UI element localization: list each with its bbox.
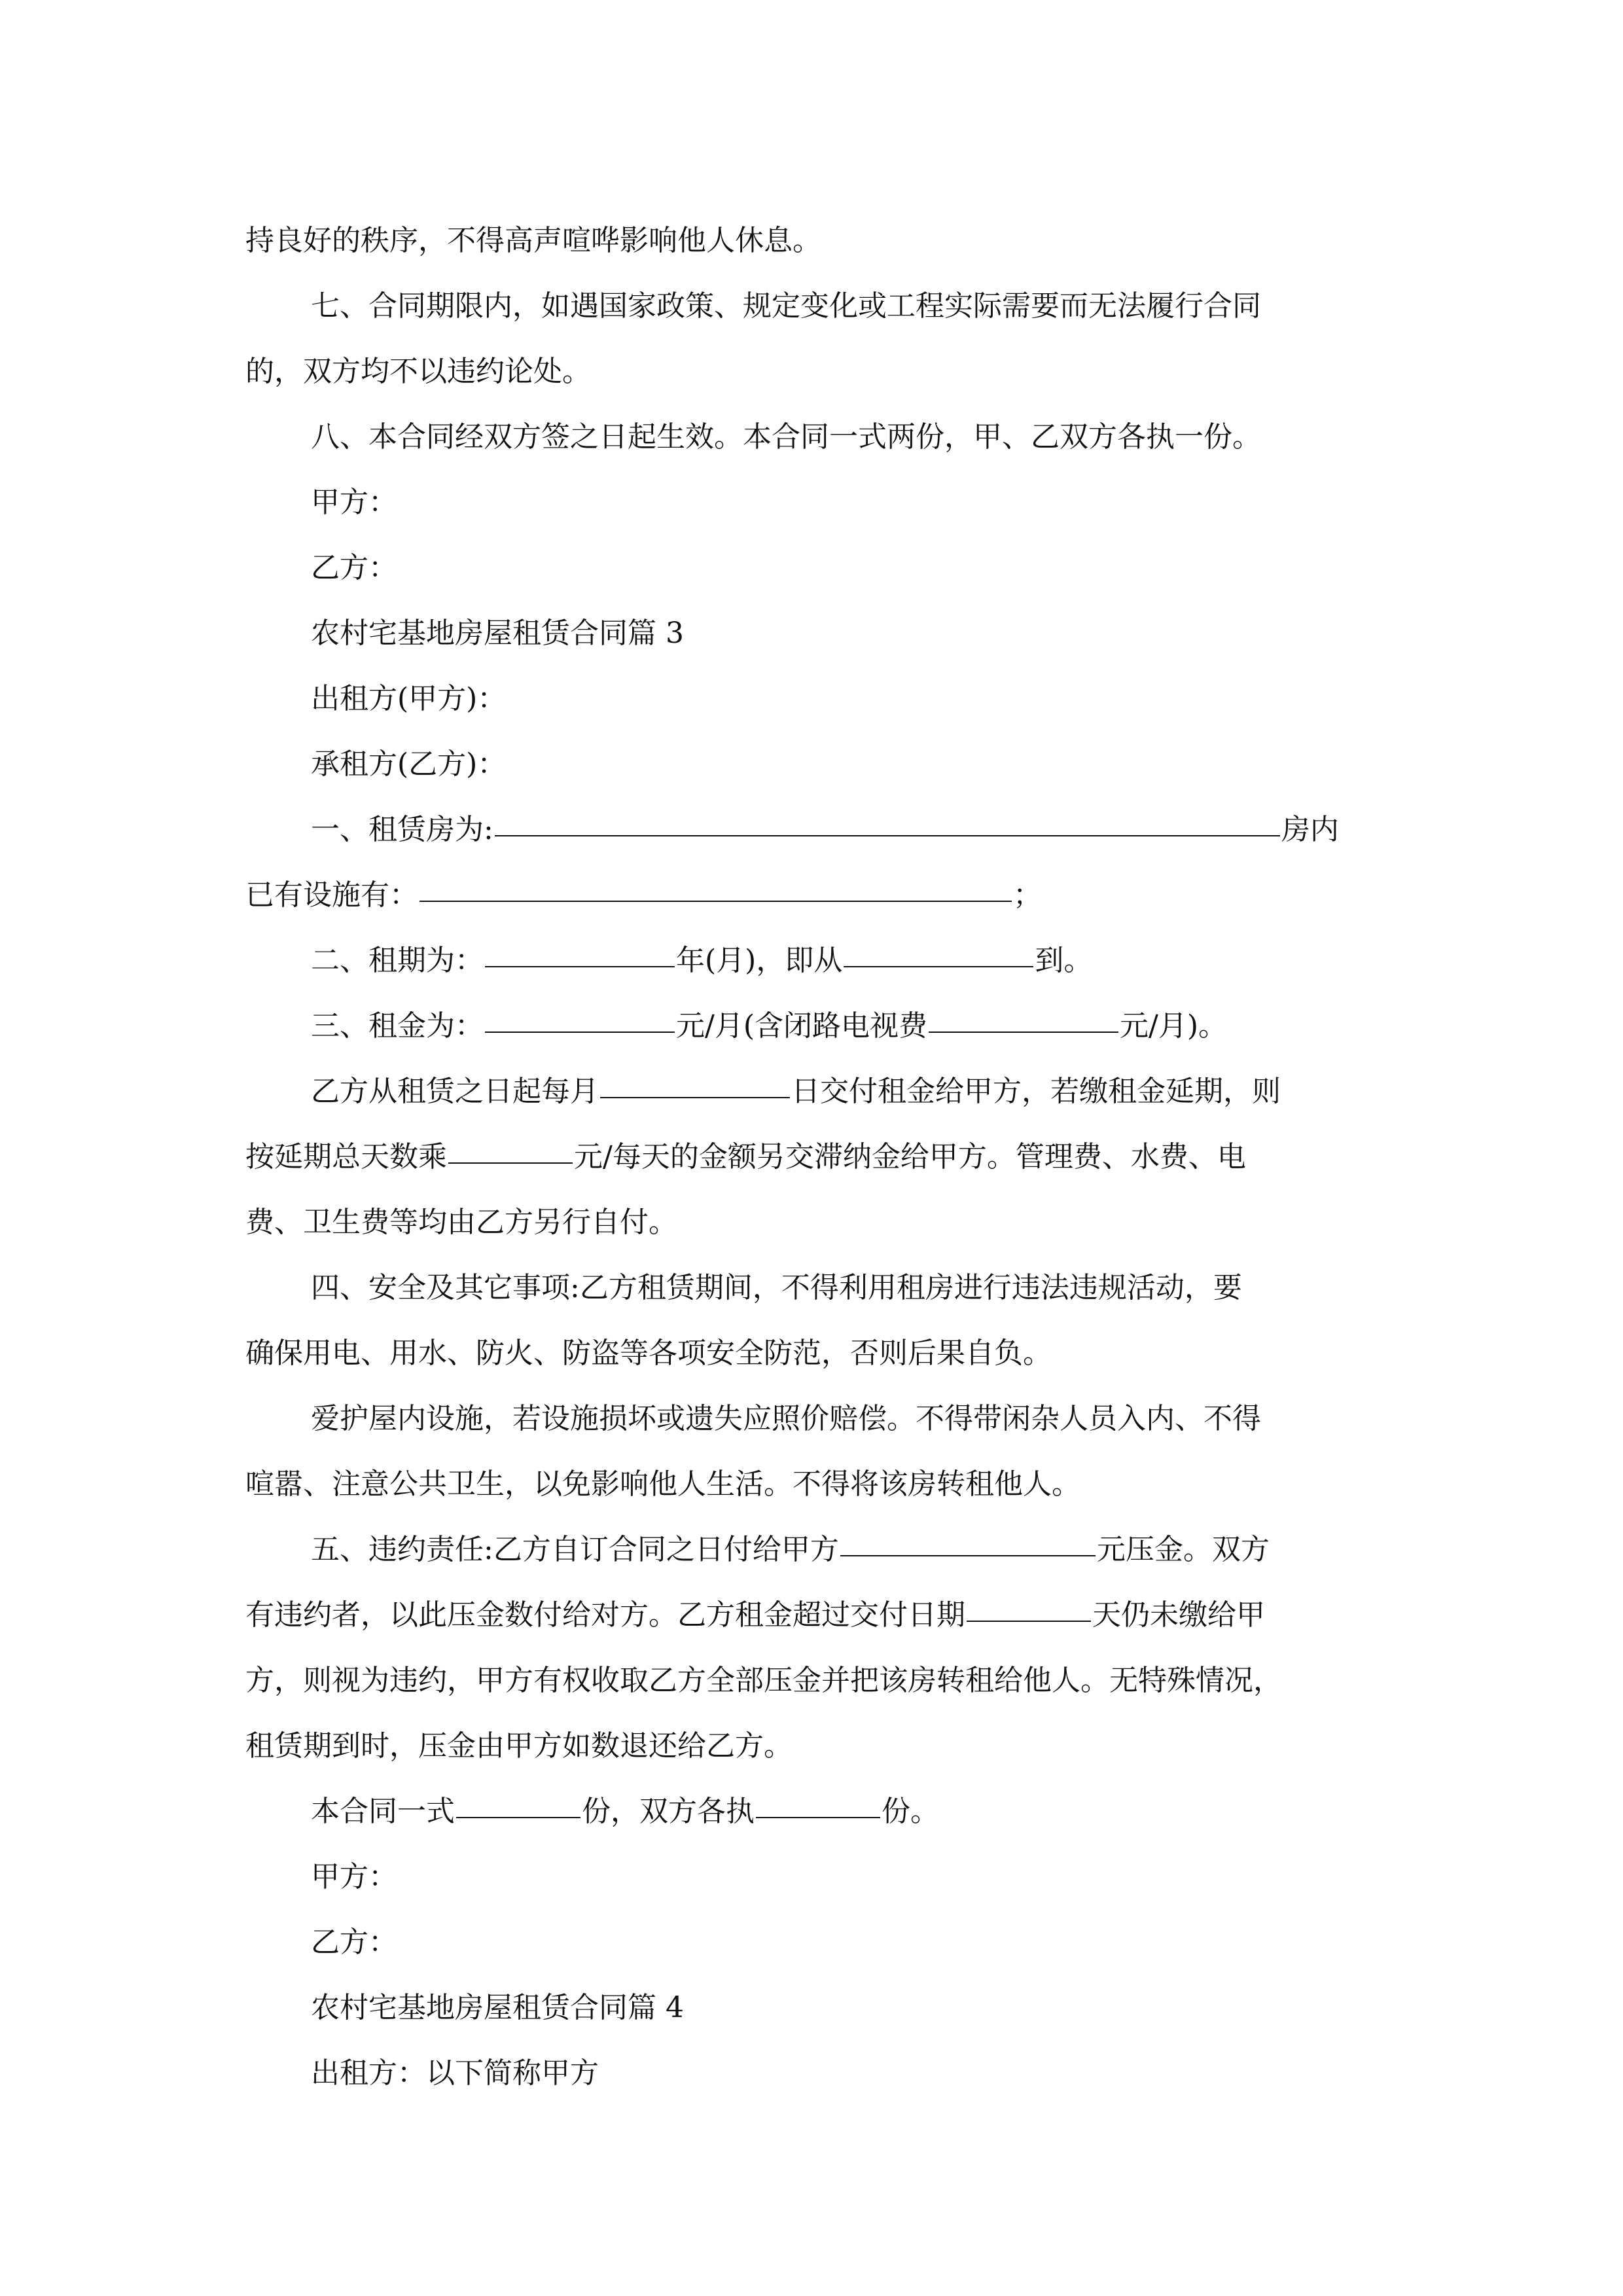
text: 年(月)，即从 <box>676 944 843 977</box>
clause-8 <box>245 404 1384 470</box>
text: 天仍未缴给甲 <box>1092 1598 1265 1632</box>
text: 到。 <box>1035 944 1093 977</box>
text: 元压金。双方 <box>1096 1533 1270 1566</box>
label: 承租方(乙方)： <box>311 747 507 781</box>
payment-day-blank[interactable] <box>600 1096 790 1098</box>
document-page <box>245 208 1384 2106</box>
copies-each-blank[interactable] <box>756 1816 880 1818</box>
copies-line <box>245 1779 1384 1844</box>
facilities-care <box>245 1386 1384 1452</box>
clause-4-cont <box>245 1321 1384 1386</box>
label: 三、租金为： <box>311 1009 484 1043</box>
text: 费、卫生费等均由乙方另行自付。 <box>245 1206 677 1239</box>
clause-7-cont <box>245 339 1384 404</box>
section-title-3 <box>245 601 1384 666</box>
text: 乙方从租赁之日起每月 <box>311 1075 599 1108</box>
text: 四、安全及其它事项:乙方租赁期间，不得利用租房进行违法违规活动，要 <box>311 1271 1242 1304</box>
payment-line <box>245 1059 1384 1124</box>
clause-5-cont2 <box>245 1648 1384 1713</box>
section-title-4 <box>245 1975 1384 2041</box>
text: 喧嚣、注意公共卫生，以免影响他人生活。不得将该房转租他人。 <box>245 1467 1080 1501</box>
text: 有违约者，以此压金数付给对方。乙方租金超过交付日期 <box>245 1598 965 1632</box>
term-blank[interactable] <box>485 965 675 967</box>
rental-house-blank[interactable] <box>495 834 1280 836</box>
text: 元/月)。 <box>1120 1009 1227 1043</box>
lessor-field <box>245 666 1384 732</box>
heading: 农村宅基地房屋租赁合同篇 3 <box>311 617 684 650</box>
party-b-signature <box>245 535 1384 601</box>
text: 持良好的秩序，不得高声喧哗影响他人休息。 <box>245 224 821 257</box>
overdue-days-blank[interactable] <box>967 1620 1091 1622</box>
facilities-care-cont <box>245 1452 1384 1517</box>
fees-line <box>245 1190 1384 1255</box>
text: 本合同一式 <box>311 1795 455 1828</box>
text: 份，双方各执 <box>582 1795 755 1828</box>
text: 乙方： <box>311 551 397 584</box>
text: 甲方： <box>311 486 397 519</box>
text: 确保用电、用水、防火、防盗等各项安全防范，否则后果自负。 <box>245 1336 1052 1370</box>
rent-blank[interactable] <box>485 1031 675 1033</box>
text: 乙方： <box>311 1926 397 1959</box>
paragraph-line <box>245 208 1384 274</box>
clause-7 <box>245 274 1384 339</box>
label: 一、租赁房为: <box>311 813 493 846</box>
clause-4 <box>245 1255 1384 1321</box>
text: 甲方： <box>311 1860 397 1893</box>
label: 二、租期为： <box>311 944 484 977</box>
text: 份。 <box>882 1795 939 1828</box>
clause-3 <box>245 994 1384 1059</box>
clause-1 <box>245 797 1384 863</box>
text: 七、合同期限内，如遇国家政策、规定变化或工程实际需要而无法履行合同 <box>311 289 1261 323</box>
text: 房内 <box>1281 813 1339 846</box>
clause-5 <box>245 1517 1384 1583</box>
party-a-signature-2 <box>245 1844 1384 1910</box>
text: 元/每天的金额另交滞纳金给甲方。管理费、水费、电 <box>574 1140 1246 1174</box>
text: 出租方：以下简称甲方 <box>311 2056 599 2090</box>
text: 按延期总天数乘 <box>245 1140 447 1174</box>
text: 的，双方均不以违约论处。 <box>245 355 591 388</box>
lessor-line-4 <box>245 2041 1384 2106</box>
text: 八、本合同经双方签之日起生效。本合同一式两份，甲、乙双方各执一份。 <box>311 420 1261 454</box>
text: 租赁期到时，压金由甲方如数退还给乙方。 <box>245 1729 793 1763</box>
text: 方，则视为违约，甲方有权收取乙方全部压金并把该房转租给他人。无特殊情况， <box>245 1664 1282 1697</box>
text: ； <box>1013 878 1042 912</box>
start-date-blank[interactable] <box>844 965 1033 967</box>
text: 爱护屋内设施，若设施损坏或遗失应照价赔偿。不得带闲杂人员入内、不得 <box>311 1402 1261 1435</box>
clause-2 <box>245 928 1384 994</box>
clause-1-cont <box>245 863 1384 928</box>
clause-5-cont3 <box>245 1713 1384 1779</box>
heading: 农村宅基地房屋租赁合同篇 4 <box>311 1991 684 2024</box>
text: 日交付租金给甲方，若缴租金延期，则 <box>791 1075 1281 1108</box>
text: 元/月(含闭路电视费 <box>676 1009 927 1043</box>
late-fee-blank[interactable] <box>448 1162 573 1164</box>
party-b-signature-2 <box>245 1910 1384 1975</box>
clause-5-cont <box>245 1583 1384 1648</box>
deposit-blank[interactable] <box>840 1554 1096 1556</box>
text: 五、违约责任:乙方自订合同之日付给甲方 <box>311 1533 839 1566</box>
label: 出租方(甲方)： <box>311 682 507 715</box>
lessee-field <box>245 732 1384 797</box>
facilities-blank[interactable] <box>419 900 1012 902</box>
label: 已有设施有： <box>245 878 418 912</box>
late-fee-line <box>245 1124 1384 1190</box>
party-a-signature <box>245 470 1384 535</box>
copies-blank[interactable] <box>456 1816 580 1818</box>
tv-fee-blank[interactable] <box>929 1031 1118 1033</box>
